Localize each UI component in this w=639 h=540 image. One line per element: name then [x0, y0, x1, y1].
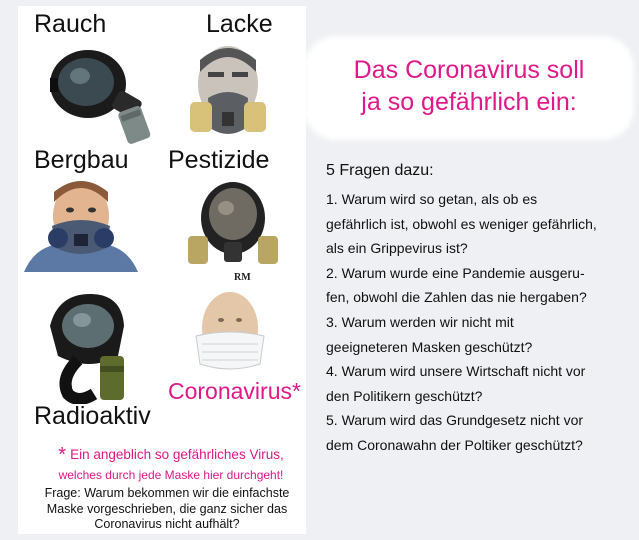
frage-text: [36, 486, 298, 533]
headline-bubble: [308, 40, 630, 136]
question-line: 1. Warum wird so getan, als ob es: [326, 191, 538, 207]
frage-line-2: Maske vorgeschrieben, die ganz sicher das: [46, 501, 288, 516]
label-coronavirus: Coronavirus*: [168, 378, 301, 404]
question-line: 4. Warum wird unsere Wirtschaft nicht vor: [326, 363, 586, 380]
radioactive-mask-image: [30, 286, 150, 404]
pesticide-mask-image: [186, 180, 280, 272]
question-line: 5. Warum wird das Grundgesetz nicht vor: [326, 412, 584, 429]
question-line: geeigneteren Masken geschützt?: [326, 338, 533, 355]
label-rauch: Rauch: [34, 10, 107, 38]
frage-line-1: Frage: Warum bekommen wir die einfachste: [44, 486, 290, 500]
note-line-1: Ein angeblich so gefährliches Virus,: [70, 447, 284, 462]
surgical-mask-image: [188, 288, 272, 380]
mining-mask-image: [24, 178, 138, 272]
question-line: fen, obwohl die Zahlen das nie hergaben?: [326, 289, 587, 306]
pink-note: [34, 443, 308, 483]
question-line: dem Coronawahn der Poltiker geschützt?: [326, 436, 583, 453]
questions-list: [326, 162, 634, 458]
mask-comparison-panel: [18, 6, 306, 534]
paint-mask-image: [178, 42, 278, 150]
headline-line-2: ja so gefährlich ein:: [361, 88, 577, 116]
label-bergbau: Bergbau: [34, 146, 129, 174]
question-line: 2. Warum wurde eine Pandemie ausgeru-: [326, 264, 585, 281]
question-line: den Politikern geschützt?: [326, 387, 483, 404]
headline-line-1: Das Coronavirus soll: [353, 56, 585, 84]
frage-line-3: Coronavirus nicht aufhält?: [94, 517, 240, 532]
question-line: als ein Grippevirus ist?: [326, 240, 468, 257]
note-line-2: welches durch jede Maske hier durchgeht!: [58, 468, 284, 482]
question-line: 3. Warum werden wir nicht mit: [326, 313, 514, 330]
label-pestizide: Pestizide: [168, 146, 270, 174]
label-lacke: Lacke: [206, 10, 273, 38]
questions-heading: 5 Fragen dazu:: [326, 162, 434, 179]
headline-text: [308, 54, 630, 118]
label-radioaktiv: Radioaktiv: [34, 402, 151, 430]
note-star: *: [58, 444, 67, 466]
watermark-rm: RM: [234, 272, 251, 283]
smoke-mask-image: [42, 42, 154, 148]
question-line: gefährlich ist, obwohl es weniger gefährlich,: [326, 215, 597, 232]
